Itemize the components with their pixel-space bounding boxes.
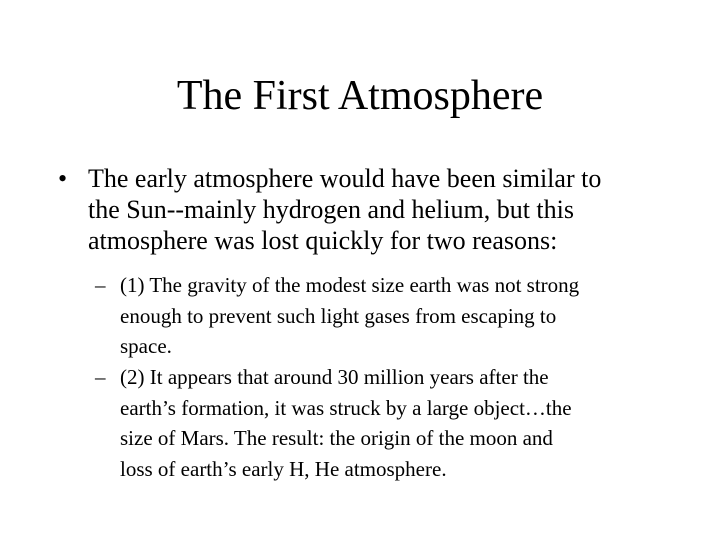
bullet-line: the Sun--mainly hydrogen and helium, but this: [88, 195, 574, 224]
sub-bullet-line: enough to prevent such light gases from escaping to: [120, 303, 557, 328]
sub-bullet-text: [120, 270, 675, 362]
bullet-marker: •: [58, 164, 68, 193]
sub-bullet-line: earth’s formation, it was struck by a large object…the: [120, 395, 572, 420]
sub-bullet-line: (1) The gravity of the modest size earth was not strong: [120, 273, 580, 297]
slide-title: The First Atmosphere: [176, 73, 544, 119]
sub-bullet-marker: –: [95, 273, 106, 297]
sub-bullet-line: (2) It appears that around 30 million years after the: [120, 365, 549, 389]
bullet-line: atmosphere was lost quickly for two reasons:: [88, 226, 558, 255]
sub-bullet-line: loss of earth’s early H, He atmosphere.: [120, 456, 447, 481]
sub-bullet-line: size of Mars. The result: the origin of the moon and: [120, 426, 553, 450]
sub-bullet-line: space.: [120, 334, 172, 358]
bullet-line: The early atmosphere would have been similar to: [88, 164, 602, 193]
sub-bullet-marker: –: [95, 365, 106, 389]
sub-bullet-text: [120, 362, 675, 484]
bullet-text: [88, 163, 678, 256]
